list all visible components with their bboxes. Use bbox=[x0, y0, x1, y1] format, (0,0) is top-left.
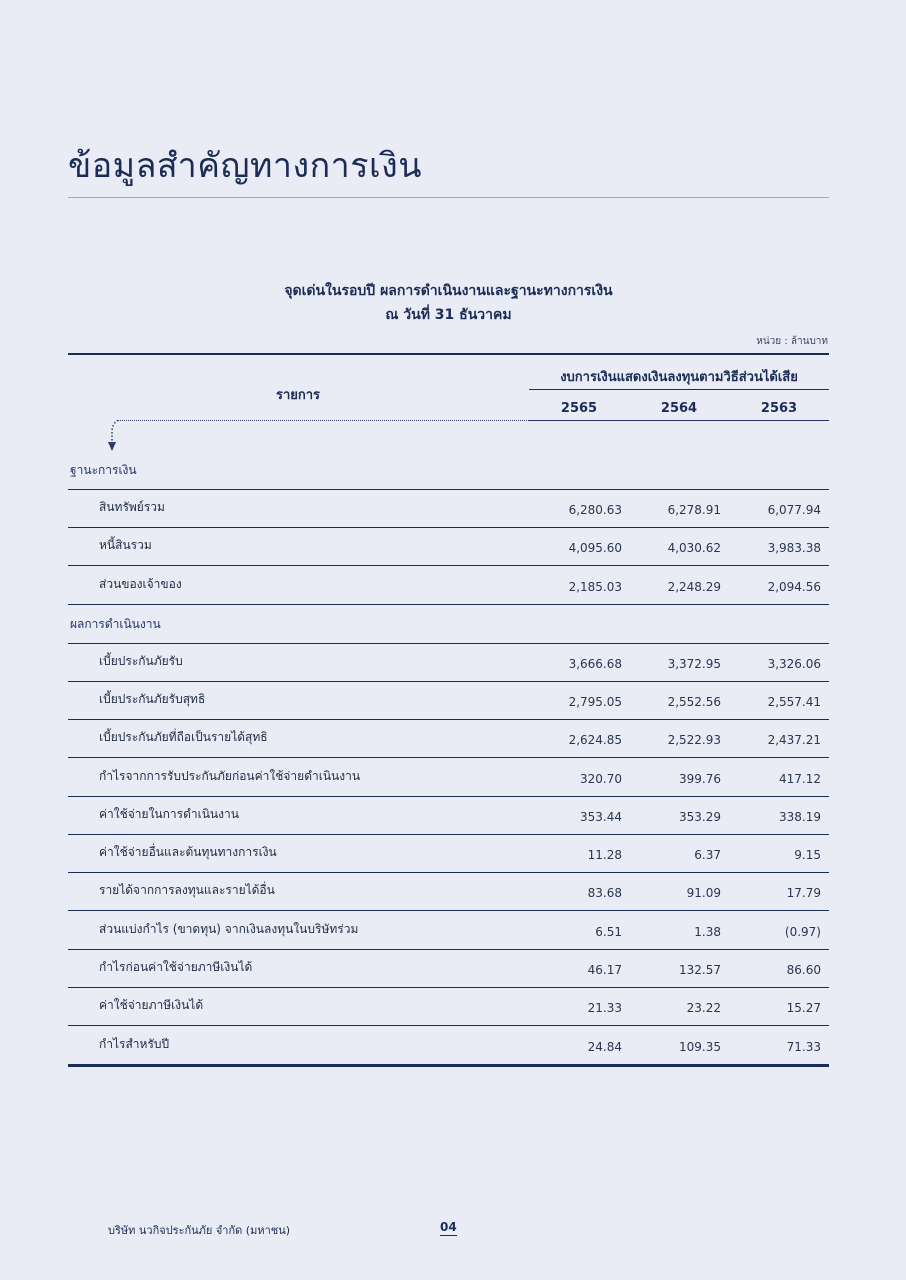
row-value-2565: 11.28 bbox=[587, 848, 622, 862]
row-value-2564: 1.38 bbox=[694, 925, 721, 939]
row-item-label: ส่วนแบ่งกำไร (ขาดทุน) จากเงินลงทุนในบริษัทร่วม bbox=[99, 922, 359, 936]
table-row bbox=[68, 988, 829, 1026]
row-item-label: สินทรัพย์รวม bbox=[99, 500, 165, 514]
table-row bbox=[68, 644, 829, 682]
row-value-2565: 320.70 bbox=[580, 772, 622, 786]
row-value-2563: 15.27 bbox=[786, 1001, 821, 1015]
row-value-2563: (0.97) bbox=[784, 925, 821, 939]
table-row bbox=[68, 720, 829, 758]
row-item-label: เบี้ยประกันภัยที่ถือเป็นรายได้สุทธิ bbox=[99, 730, 268, 744]
row-item-label: กำไรจากการรับประกันภัยก่อนค่าใช้จ่ายดำเนินงาน bbox=[99, 769, 361, 783]
row-item-label: หนี้สินรวม bbox=[99, 538, 152, 552]
table-row bbox=[68, 797, 829, 835]
section-label: ผลการดำเนินงาน bbox=[70, 617, 161, 631]
page-title: ข้อมูลสำคัญทางการเงิน bbox=[68, 146, 422, 186]
table-heading-line1: จุดเด่นในรอบปี ผลการดำเนินงานและฐานะทางการเงิน bbox=[284, 283, 613, 299]
item-column-header: รายการ bbox=[275, 388, 321, 403]
row-value-2565: 46.17 bbox=[587, 963, 622, 977]
table-row bbox=[68, 567, 829, 605]
year-header: 2564 bbox=[660, 401, 698, 416]
row-value-2563: 17.79 bbox=[786, 886, 821, 900]
row-value-2564: 6,278.91 bbox=[667, 503, 721, 517]
group-header-rule bbox=[529, 389, 829, 390]
row-value-2564: 2,248.29 bbox=[667, 580, 721, 594]
row-value-2565: 2,185.03 bbox=[568, 580, 622, 594]
row-value-2565: 24.84 bbox=[587, 1040, 622, 1054]
table-row bbox=[68, 759, 829, 797]
row-value-2564: 2,522.93 bbox=[667, 733, 721, 747]
row-value-2564: 91.09 bbox=[686, 886, 721, 900]
row-value-2564: 353.29 bbox=[679, 810, 721, 824]
row-value-2564: 23.22 bbox=[686, 1001, 721, 1015]
table-row bbox=[68, 873, 829, 911]
row-value-2564: 6.37 bbox=[694, 848, 721, 862]
table-row bbox=[68, 490, 829, 528]
row-item-label: ส่วนของเจ้าของ bbox=[99, 577, 182, 591]
row-value-2563: 417.12 bbox=[779, 772, 821, 786]
group-column-header: งบการเงินแสดงเงินลงทุนตามวิธีส่วนได้เสีย bbox=[560, 370, 798, 385]
row-value-2563: 2,094.56 bbox=[767, 580, 821, 594]
dotted-guide-line bbox=[118, 420, 829, 421]
row-value-2563: 2,437.21 bbox=[767, 733, 821, 747]
row-value-2563: 71.33 bbox=[786, 1040, 821, 1054]
row-value-2565: 3,666.68 bbox=[568, 657, 622, 671]
row-value-2565: 21.33 bbox=[587, 1001, 622, 1015]
title-divider bbox=[68, 197, 829, 198]
table-bottom-rule bbox=[68, 1065, 829, 1067]
row-value-2563: 3,983.38 bbox=[767, 541, 821, 555]
row-item-label: ค่าใช้จ่ายในการดำเนินงาน bbox=[99, 807, 239, 821]
year-header: 2565 bbox=[560, 401, 598, 416]
table-top-rule bbox=[68, 353, 829, 355]
row-value-2565: 83.68 bbox=[587, 886, 622, 900]
row-item-label: เบี้ยประกันภัยรับ bbox=[99, 654, 183, 668]
table-row bbox=[68, 1027, 829, 1065]
row-value-2565: 6,280.63 bbox=[568, 503, 622, 517]
row-value-2563: 9.15 bbox=[794, 848, 821, 862]
table-row bbox=[68, 528, 829, 566]
row-value-2564: 3,372.95 bbox=[667, 657, 721, 671]
table-row bbox=[68, 682, 829, 720]
footer-company-name: บริษัท นวกิจประกันภัย จำกัด (มหาชน) bbox=[108, 1224, 291, 1237]
row-item-label: ค่าใช้จ่ายอื่นและต้นทุนทางการเงิน bbox=[99, 845, 277, 859]
row-value-2563: 6,077.94 bbox=[767, 503, 821, 517]
row-value-2565: 6.51 bbox=[595, 925, 622, 939]
table-row bbox=[68, 835, 829, 873]
row-value-2565: 4,095.60 bbox=[568, 541, 622, 555]
row-value-2563: 338.19 bbox=[779, 810, 821, 824]
row-value-2565: 2,795.05 bbox=[568, 695, 622, 709]
row-value-2564: 132.57 bbox=[679, 963, 721, 977]
row-value-2564: 109.35 bbox=[679, 1040, 721, 1054]
row-value-2563: 2,557.41 bbox=[767, 695, 821, 709]
table-row bbox=[68, 950, 829, 988]
dotted-arrow-icon bbox=[102, 420, 132, 454]
row-value-2564: 2,552.56 bbox=[667, 695, 721, 709]
table-heading-line2: ณ วันที่ 31 ธันวาคม bbox=[385, 307, 512, 323]
section-header-row bbox=[68, 606, 829, 644]
row-item-label: เบี้ยประกันภัยรับสุทธิ bbox=[99, 692, 206, 706]
row-value-2563: 86.60 bbox=[786, 963, 821, 977]
row-item-label: กำไรก่อนค่าใช้จ่ายภาษีเงินได้ bbox=[99, 960, 253, 974]
row-value-2564: 4,030.62 bbox=[667, 541, 721, 555]
row-value-2565: 2,624.85 bbox=[568, 733, 622, 747]
section-header-row bbox=[68, 452, 829, 490]
section-label: ฐานะการเงิน bbox=[70, 463, 137, 477]
row-value-2564: 399.76 bbox=[679, 772, 721, 786]
row-item-label: รายได้จากการลงทุนและรายได้อื่น bbox=[99, 883, 275, 897]
row-item-label: ค่าใช้จ่ายภาษีเงินได้ bbox=[99, 998, 204, 1012]
row-item-label: กำไรสำหรับปี bbox=[99, 1037, 170, 1051]
unit-note: หน่วย : ล้านบาท bbox=[756, 336, 828, 347]
year-header: 2563 bbox=[760, 401, 798, 416]
footer-page-number: 04 bbox=[440, 1220, 457, 1234]
table-row bbox=[68, 912, 829, 950]
row-value-2563: 3,326.06 bbox=[767, 657, 821, 671]
row-value-2565: 353.44 bbox=[580, 810, 622, 824]
